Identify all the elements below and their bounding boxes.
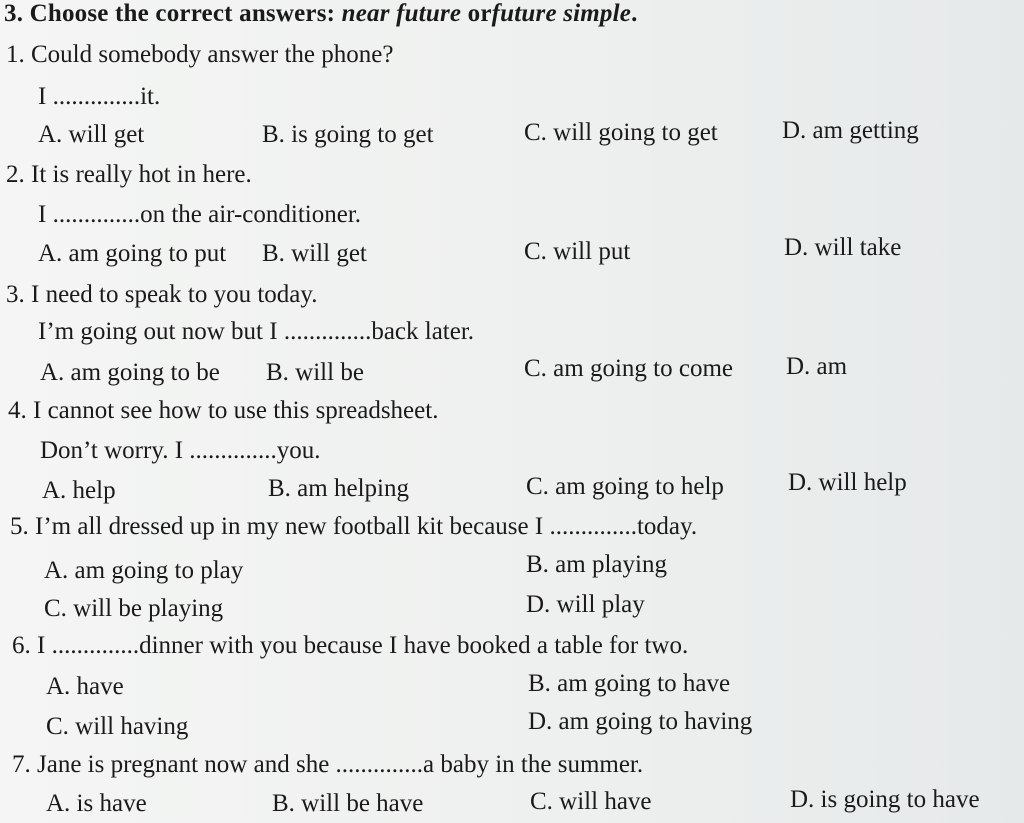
heading-term-future-simple: future simple bbox=[491, 0, 632, 27]
question-3-option-a[interactable]: A. am going to be bbox=[40, 359, 220, 386]
question-1-option-b[interactable]: B. is going to get bbox=[262, 121, 434, 148]
question-1-option-d[interactable]: D. am getting bbox=[782, 117, 919, 144]
question-3-gap-line: I’m going out now but I ..............back later. bbox=[38, 318, 475, 345]
question-5-option-a[interactable]: A. am going to play bbox=[44, 557, 244, 584]
question-2-option-c[interactable]: C. will put bbox=[524, 238, 631, 265]
question-2-option-a[interactable]: A. am going to put bbox=[38, 240, 227, 267]
question-1-prompt: 1. Could somebody answer the phone? bbox=[6, 41, 394, 68]
question-1-option-a[interactable]: A. will get bbox=[38, 121, 145, 148]
question-2-option-d[interactable]: D. will take bbox=[784, 234, 902, 261]
question-5-option-b[interactable]: B. am playing bbox=[526, 551, 667, 578]
question-7-option-d[interactable]: D. is going to have bbox=[790, 786, 980, 813]
question-5-option-d[interactable]: D. will play bbox=[526, 591, 645, 618]
question-2-prompt: 2. It is really hot in here. bbox=[6, 161, 252, 188]
heading-middle: or bbox=[461, 0, 492, 27]
question-4-option-c[interactable]: C. am going to help bbox=[526, 473, 724, 500]
question-5-prompt: 5. I’m all dressed up in my new football kit because I ..............today. bbox=[10, 513, 698, 540]
question-5-option-c[interactable]: C. will be playing bbox=[44, 595, 224, 622]
question-6-option-c[interactable]: C. will having bbox=[46, 713, 189, 740]
question-4-prompt: 4. I cannot see how to use this spreadsheet. bbox=[8, 397, 439, 424]
question-4-gap-line: Don’t worry. I ..............you. bbox=[40, 437, 321, 464]
question-2-gap-line: I ..............on the air-conditioner. bbox=[38, 201, 362, 228]
question-4-option-a[interactable]: A. help bbox=[42, 477, 116, 504]
heading-term-near-future: near future bbox=[341, 0, 462, 27]
heading-prefix: 3. Choose the correct answers: bbox=[4, 0, 342, 27]
question-7-prompt: 7. Jane is pregnant now and she ..............a baby in the summer. bbox=[12, 751, 644, 778]
question-3-prompt: 3. I need to speak to you today. bbox=[6, 281, 318, 308]
question-6-option-d[interactable]: D. am going to having bbox=[528, 708, 753, 735]
question-6-option-b[interactable]: B. am going to have bbox=[528, 670, 731, 697]
question-6-option-a[interactable]: A. have bbox=[46, 673, 124, 700]
question-3-option-d[interactable]: D. am bbox=[786, 353, 848, 380]
question-1-option-c[interactable]: C. will going to get bbox=[524, 119, 718, 146]
question-2-option-b[interactable]: B. will get bbox=[262, 240, 367, 267]
heading-suffix: . bbox=[631, 0, 638, 27]
question-4-option-b[interactable]: B. am helping bbox=[268, 475, 409, 502]
question-1-gap-line: I ..............it. bbox=[38, 83, 161, 110]
question-3-option-c[interactable]: C. am going to come bbox=[524, 355, 733, 382]
question-3-option-b[interactable]: B. will be bbox=[266, 359, 364, 386]
question-7-option-c[interactable]: C. will have bbox=[530, 788, 652, 815]
question-7-option-a[interactable]: A. is have bbox=[46, 790, 147, 817]
exercise-heading bbox=[4, 0, 638, 28]
question-6-prompt: 6. I ..............dinner with you because I have booked a table for two. bbox=[12, 632, 689, 659]
question-7-option-b[interactable]: B. will be have bbox=[272, 790, 424, 817]
question-4-option-d[interactable]: D. will help bbox=[788, 469, 907, 496]
